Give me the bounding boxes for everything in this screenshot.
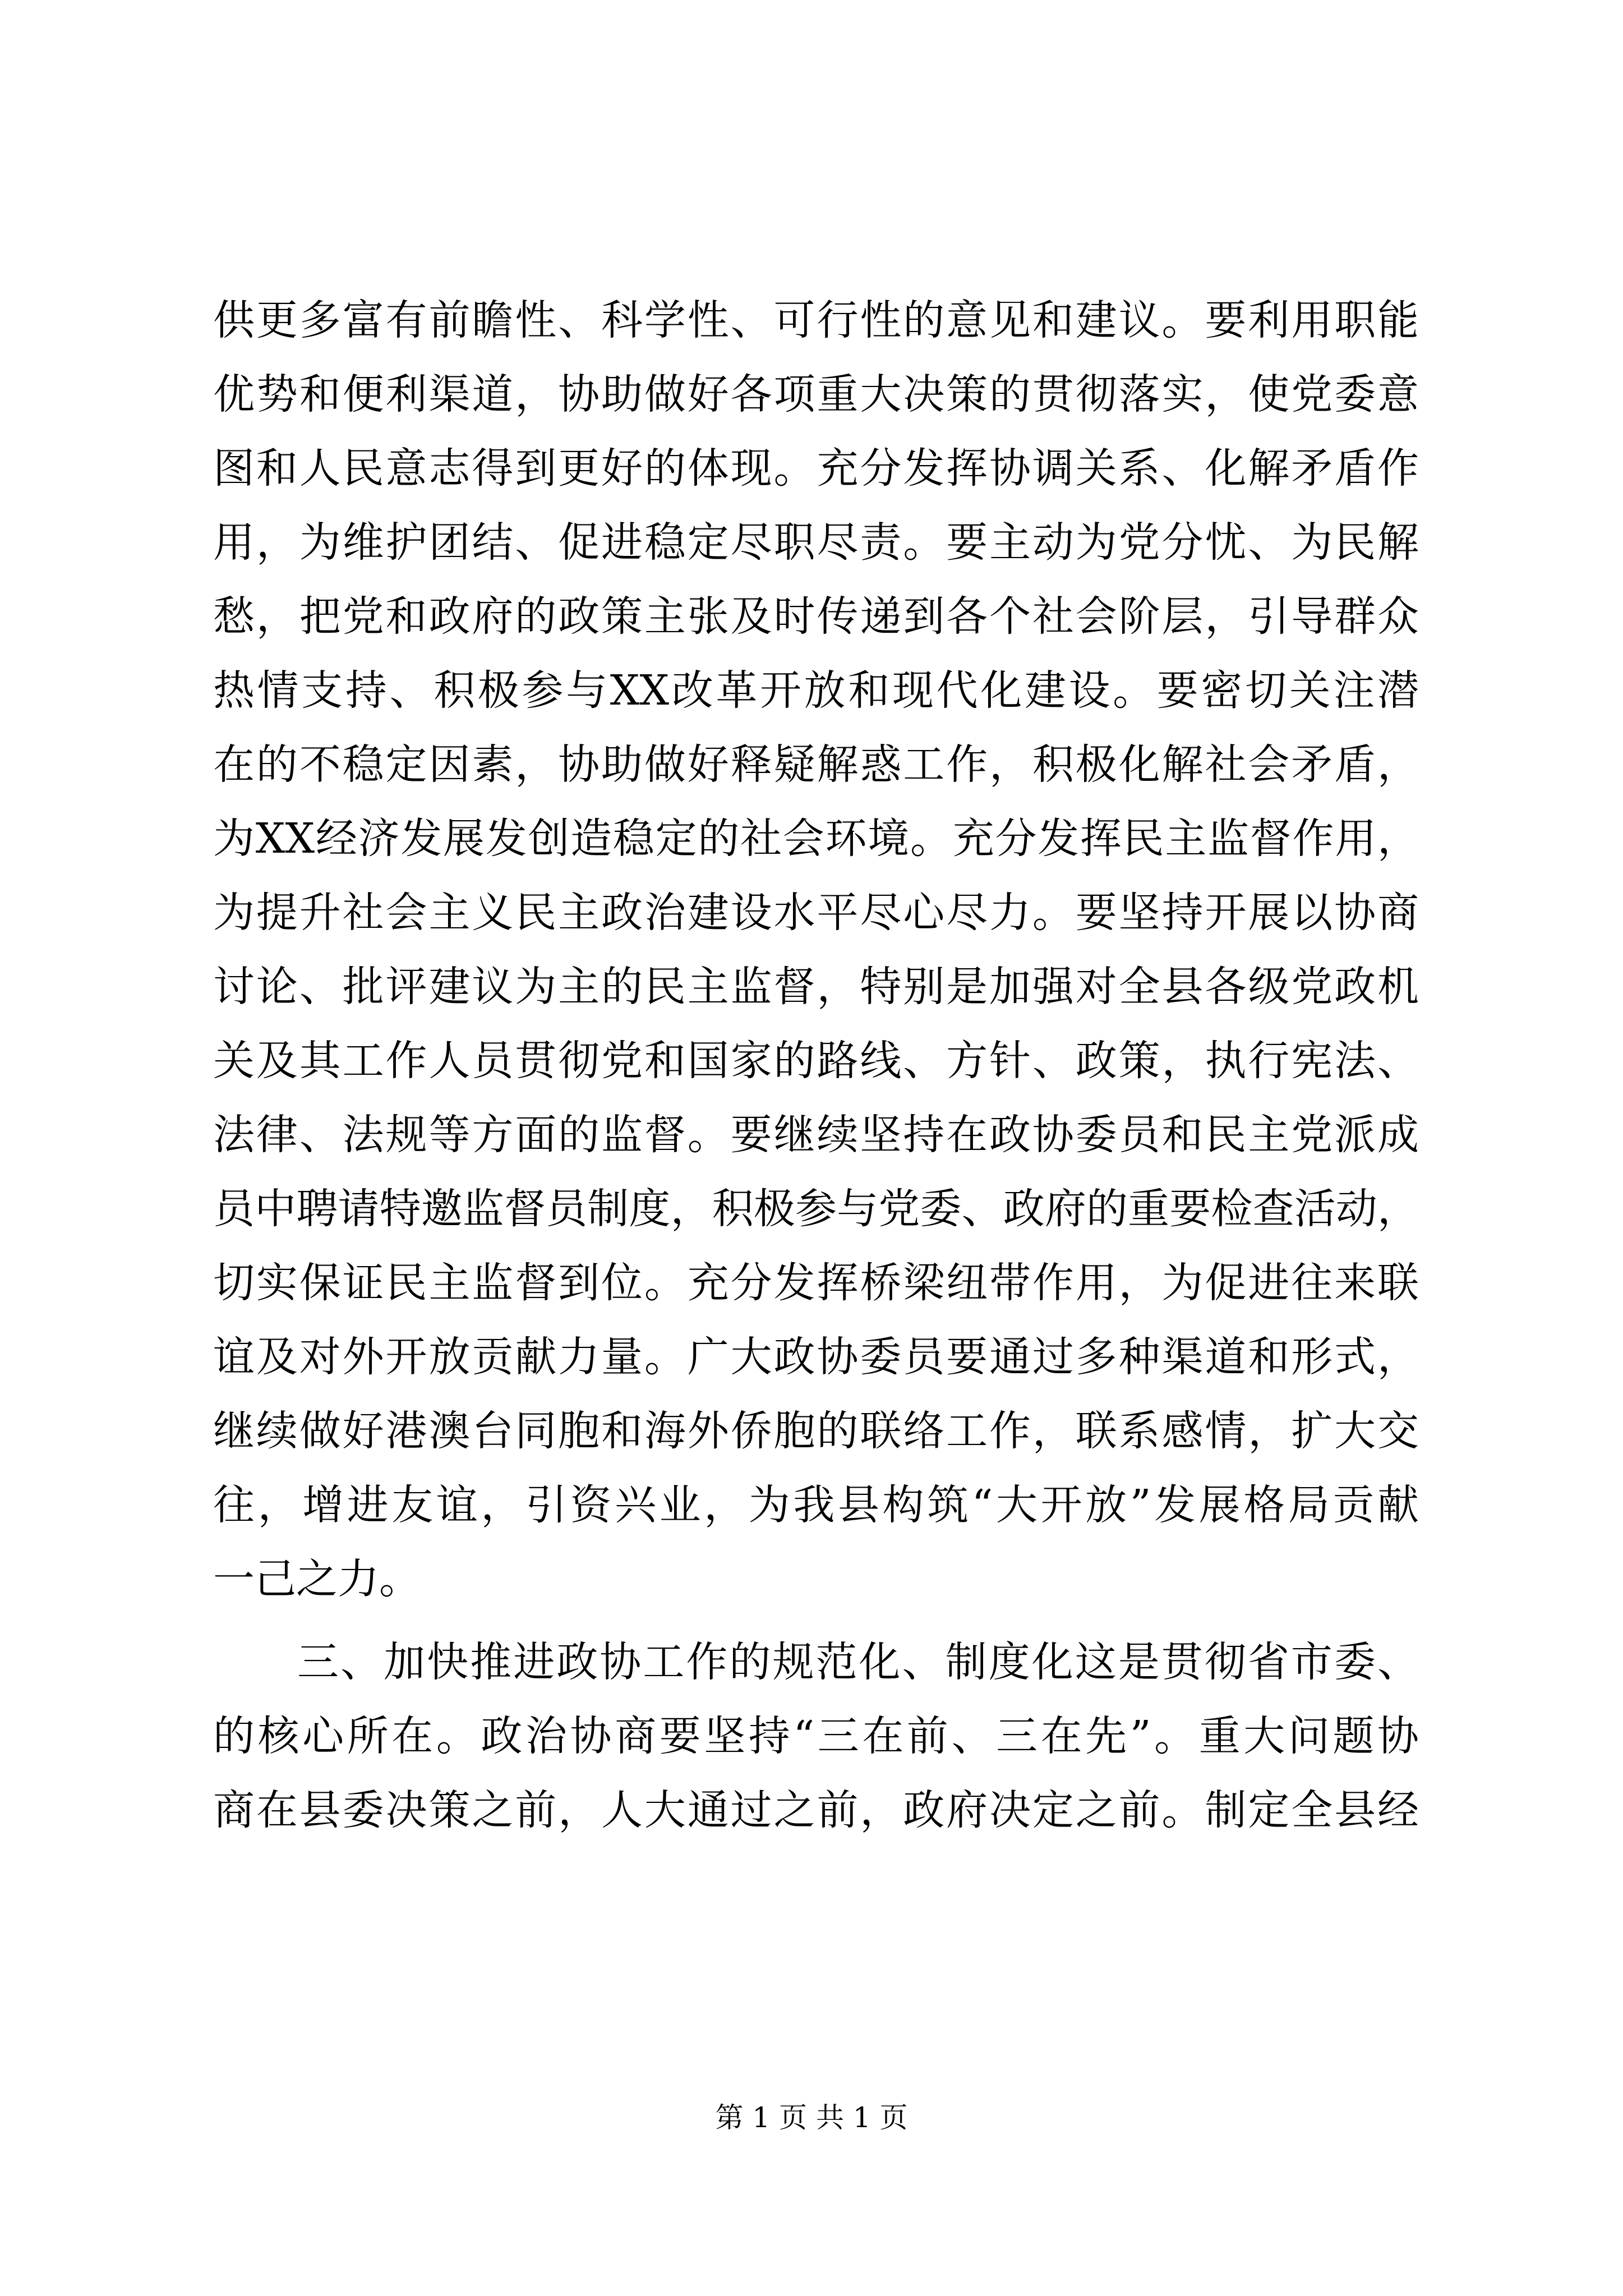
text-line: 为提升社会主义民主政治建设水平尽心尽力。要坚持开展以协商: [213, 889, 1419, 937]
paragraph-spacing: [213, 1616, 1419, 1625]
text-line: 继续做好港澳台同胞和海外侨胞的联络工作，联系感情，扩大交: [213, 1407, 1419, 1455]
text-line: 为XX经济发展发创造稳定的社会环境。充分发挥民主监督作用，: [213, 815, 1419, 863]
text-line: 图和人民意志得到更好的体现。充分发挥协调关系、化解矛盾作: [213, 444, 1419, 493]
text-line: 热情支持、积极参与XX改革开放和现代化建设。要密切关注潜: [213, 666, 1419, 715]
page-number-footer: 第 1 页 共 1 页: [715, 2101, 908, 2134]
text-line: 讨论、批评建议为主的民主监督，特别是加强对全县各级党政机: [213, 963, 1419, 1011]
text-line: 三、加快推进政协工作的规范化、制度化这是贯彻省市委、: [297, 1638, 1419, 1686]
text-line: 供更多富有前瞻性、科学性、可行性的意见和建议。要利用职能: [213, 296, 1419, 344]
text-line: 切实保证民主监督到位。充分发挥桥梁纽带作用，为促进往来联: [213, 1259, 1419, 1307]
text-line: 一己之力。: [213, 1555, 421, 1603]
paragraph-1: [213, 283, 1419, 1616]
text-line: 往，增进友谊，引资兴业，为我县构筑“大开放”发展格局贡献: [213, 1481, 1419, 1529]
text-line: 在的不稳定因素，协助做好释疑解惑工作，积极化解社会矛盾，: [213, 740, 1419, 789]
text-line: 的核心所在。政治协商要坚持“三在前、三在先”。重大问题协: [213, 1712, 1419, 1760]
text-line: 商在县委决策之前，人大通过之前，政府决定之前。制定全县经: [213, 1786, 1419, 1834]
text-line: 愁，把党和政府的政策主张及时传递到各个社会阶层，引导群众: [213, 592, 1419, 641]
text-line: 法律、法规等方面的监督。要继续坚持在政协委员和民主党派成: [213, 1111, 1419, 1159]
paragraph-2: [213, 1625, 1419, 1847]
text-line: 关及其工作人员贯彻党和国家的路线、方针、政策，执行宪法、: [213, 1037, 1419, 1085]
text-line: 用，为维护团结、促进稳定尽职尽责。要主动为党分忧、为民解: [213, 518, 1419, 567]
text-line: 谊及对外开放贡献力量。广大政协委员要通过多种渠道和形式，: [213, 1333, 1419, 1381]
text-line: 优势和便利渠道，协助做好各项重大决策的贯彻落实，使党委意: [213, 370, 1419, 418]
document-body: [213, 283, 1419, 1847]
text-line: 员中聘请特邀监督员制度，积极参与党委、政府的重要检查活动，: [213, 1185, 1419, 1233]
